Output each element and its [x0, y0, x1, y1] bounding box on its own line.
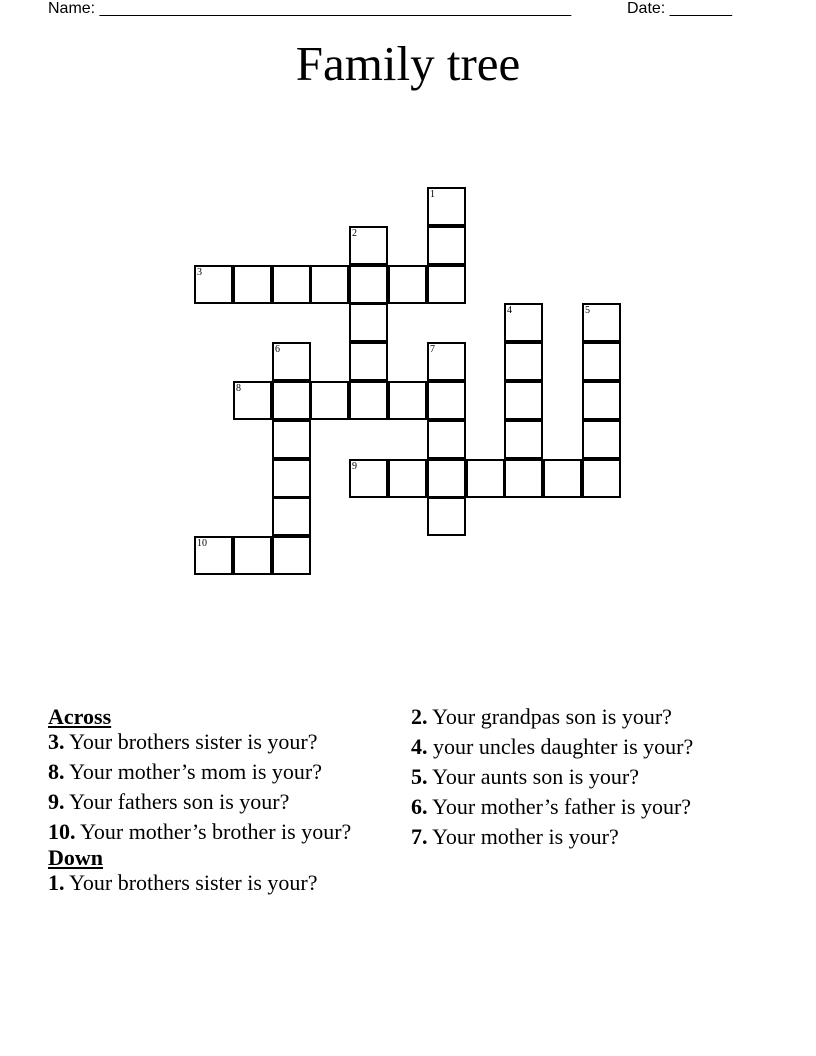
clue-item-text: Your fathers son is your? — [64, 789, 290, 814]
clue-number: 9 — [352, 461, 357, 472]
clue-item-number: 9. — [48, 789, 65, 814]
crossword-cell[interactable] — [388, 265, 427, 304]
clue-number: 6 — [275, 344, 280, 355]
name-field-label: Name: _____________________________________________________ — [48, 0, 572, 17]
clue-item-number: 4. — [411, 734, 428, 759]
clue-item-number: 6. — [411, 794, 428, 819]
crossword-cell[interactable] — [310, 381, 349, 420]
clue-number: 1 — [430, 189, 435, 200]
crossword-cell[interactable] — [543, 459, 582, 498]
clue-item — [48, 729, 388, 754]
crossword-cell[interactable] — [349, 265, 388, 304]
clue-number: 4 — [507, 305, 512, 316]
clue-item-text: Your brothers sister is your? — [64, 870, 318, 895]
crossword-cell[interactable] — [582, 459, 621, 498]
crossword-cell[interactable] — [427, 265, 466, 304]
crossword-cell[interactable] — [504, 420, 543, 459]
crossword-cell[interactable] — [310, 265, 349, 304]
date-field-label: Date: _______ — [627, 0, 732, 17]
clue-item — [48, 870, 388, 895]
crossword-cell[interactable] — [272, 265, 311, 304]
crossword-cell[interactable] — [349, 342, 388, 381]
clue-item-text: Your aunts son is your? — [427, 764, 639, 789]
clue-item-text: Your grandpas son is your? — [427, 704, 672, 729]
crossword-cell[interactable] — [388, 381, 427, 420]
clue-number: 7 — [430, 344, 435, 355]
clue-item — [411, 794, 731, 819]
clue-number: 3 — [197, 267, 202, 278]
clue-item-text: Your mother is your? — [427, 824, 619, 849]
crossword-cell[interactable] — [233, 265, 272, 304]
crossword-cell[interactable] — [272, 536, 311, 575]
crossword-cell[interactable] — [582, 420, 621, 459]
clue-item — [411, 734, 731, 759]
crossword-cell[interactable] — [582, 342, 621, 381]
page-title: Family tree — [295, 36, 521, 91]
clue-item — [411, 764, 731, 789]
crossword-cell[interactable] — [504, 342, 543, 381]
crossword-cell[interactable] — [233, 536, 272, 575]
clue-item — [48, 789, 388, 814]
crossword-cell[interactable] — [349, 381, 388, 420]
clue-item-number: 8. — [48, 759, 65, 784]
clue-item-number: 3. — [48, 729, 65, 754]
clue-item-number: 5. — [411, 764, 428, 789]
crossword-cell[interactable] — [272, 497, 311, 536]
crossword-cell[interactable] — [427, 342, 466, 381]
clue-number: 2 — [352, 228, 357, 239]
crossword-cell[interactable] — [427, 497, 466, 536]
clue-item — [48, 819, 388, 844]
clues-column-left — [48, 704, 388, 900]
clue-number: 8 — [236, 383, 241, 394]
crossword-cell[interactable] — [272, 420, 311, 459]
clues-column-right — [411, 704, 731, 854]
clue-item-number: 7. — [411, 824, 428, 849]
crossword-cell[interactable] — [272, 342, 311, 381]
crossword-cell[interactable] — [349, 303, 388, 342]
crossword-cell[interactable] — [349, 226, 388, 265]
crossword-cell[interactable] — [388, 459, 427, 498]
clue-number: 5 — [585, 305, 590, 316]
crossword-cell[interactable] — [504, 459, 543, 498]
clue-item-text: Your brothers sister is your? — [64, 729, 318, 754]
across-heading: Across — [48, 704, 112, 729]
clue-item-text: Your mother’s brother is your? — [75, 819, 352, 844]
crossword-cell[interactable] — [349, 459, 388, 498]
crossword-cell[interactable] — [427, 226, 466, 265]
crossword-cell[interactable] — [194, 536, 233, 575]
clue-item — [48, 759, 388, 784]
crossword-cell[interactable] — [427, 381, 466, 420]
clue-item — [411, 824, 731, 849]
clue-item-text: Your mother’s mom is your? — [64, 759, 322, 784]
crossword-cell[interactable] — [504, 303, 543, 342]
crossword-cell[interactable] — [233, 381, 272, 420]
crossword-cell[interactable] — [466, 459, 505, 498]
crossword-cell[interactable] — [427, 420, 466, 459]
clue-item-text: Your mother’s father is your? — [427, 794, 692, 819]
crossword-cell[interactable] — [427, 187, 466, 226]
clue-item-text: your uncles daughter is your? — [427, 734, 694, 759]
clue-item-number: 1. — [48, 870, 65, 895]
crossword-cell[interactable] — [194, 265, 233, 304]
clue-number: 10 — [197, 538, 207, 549]
clue-item — [411, 704, 731, 729]
crossword-cell[interactable] — [504, 381, 543, 420]
crossword-cell[interactable] — [582, 381, 621, 420]
down-heading: Down — [48, 845, 104, 870]
clue-item-number: 2. — [411, 704, 428, 729]
crossword-cell[interactable] — [427, 459, 466, 498]
crossword-cell[interactable] — [272, 381, 311, 420]
crossword-cell[interactable] — [582, 303, 621, 342]
crossword-cell[interactable] — [272, 459, 311, 498]
clue-item-number: 10. — [48, 819, 76, 844]
